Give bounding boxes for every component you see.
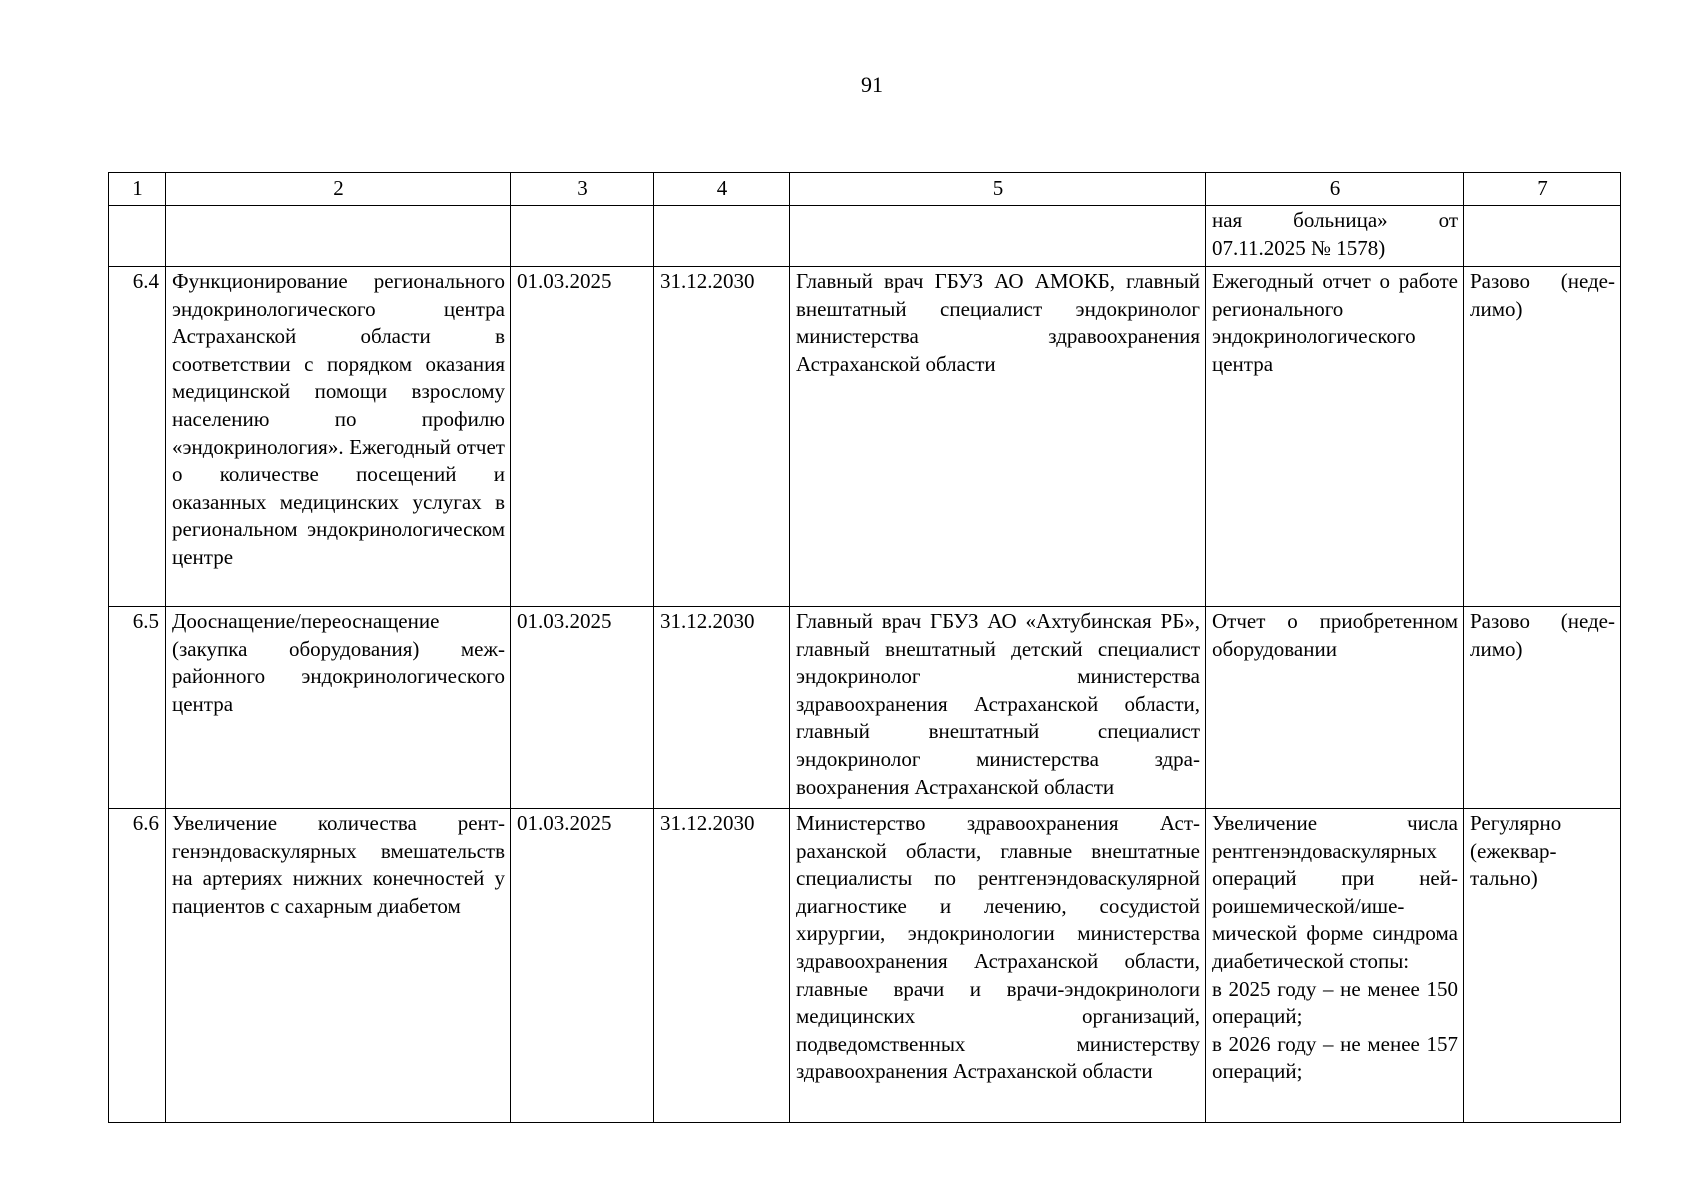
responsible-cell: Министерство здравоохранения Астраханской области, главные внештатные специалисты по рентгенэндоваскулярной диагностике и лечению, сосудистой хирургии, эндокринологии министерства здравоохранения Астраханской области, главные врачи и врачи-эндокринологи медицинских организаций, подведомственных министерству здравоохранения Астраханской области (790, 809, 1206, 1123)
table-row (109, 267, 1621, 607)
column-header: 3 (511, 173, 654, 206)
column-header: 4 (654, 173, 790, 206)
responsible-cell (790, 206, 1206, 267)
start-date-cell (511, 206, 654, 267)
end-date-cell: 31.12.2030 (654, 607, 790, 809)
row-number: 6.6 (109, 809, 166, 1123)
table-row-continuation (109, 206, 1621, 267)
start-date-cell: 01.03.2025 (511, 607, 654, 809)
activities-table (108, 172, 1621, 1123)
responsible-cell: Главный врач ГБУЗ АО «Ахтубинская РБ», главный внештатный детский специалист эндокринолог министерства здравоохранения Астраханской области, главный внештатный специалист эндокринолог министерства здравоохранения Астраханской области (790, 607, 1206, 809)
type-cell: Разово (неделимо) (1464, 267, 1621, 607)
activity-cell: Дооснащение/переоснащение (закупка оборудования) межрайонного эндокринологического центра (166, 607, 511, 809)
start-date-cell: 01.03.2025 (511, 809, 654, 1123)
page-number: 91 (861, 72, 883, 97)
end-date-cell (654, 206, 790, 267)
row-number (109, 206, 166, 267)
table-header-row (109, 173, 1621, 206)
result-cell: Отчет о приобретенном оборудовании (1206, 607, 1464, 809)
responsible-cell: Главный врач ГБУЗ АО АМОКБ, главный внештатный специалист эндокринолог министерства здравоохранения Астраханской области (790, 267, 1206, 607)
table-row (109, 607, 1621, 809)
start-date-cell: 01.03.2025 (511, 267, 654, 607)
row-number: 6.4 (109, 267, 166, 607)
row-number: 6.5 (109, 607, 166, 809)
result-paragraph: в 2025 году – не менее 150 операций; (1212, 976, 1458, 1029)
column-header: 7 (1464, 173, 1621, 206)
type-cell: Разово (неделимо) (1464, 607, 1621, 809)
table-row (109, 809, 1621, 1123)
result-cell (1206, 809, 1464, 1123)
type-cell (1464, 206, 1621, 267)
column-header: 5 (790, 173, 1206, 206)
result-cell: ная больница» от 07.11.2025 № 1578) (1206, 206, 1464, 267)
activity-cell: Увеличение количества рентгенэндоваскулярных вмешательств на артериях нижних конечностей у пациентов с сахарным диабетом (166, 809, 511, 1123)
result-paragraph: в 2026 году – не менее 157 операций; (1212, 1031, 1458, 1084)
column-header: 1 (109, 173, 166, 206)
result-cell: Ежегодный отчет о работе регионального эндокринологического центра (1206, 267, 1464, 607)
end-date-cell: 31.12.2030 (654, 809, 790, 1123)
activity-cell: Функционирование регионального эндокринологического центра Астраханской области в соответствии с порядком оказания медицинской помощи взрослому населению по профилю «эндокринология». Ежегодный отчет о количестве посещений и оказанных медицинских услугах в региональном эндокринологическом центре (166, 267, 511, 607)
activity-cell (166, 206, 511, 267)
type-cell: Регулярно (ежеквартально) (1464, 809, 1621, 1123)
column-header: 6 (1206, 173, 1464, 206)
result-paragraph: Увеличение числа рентгенэндоваскулярных операций при нейроишемической/ишемической форме синдрома диабетической стопы: (1212, 811, 1458, 973)
column-header: 2 (166, 173, 511, 206)
end-date-cell: 31.12.2030 (654, 267, 790, 607)
